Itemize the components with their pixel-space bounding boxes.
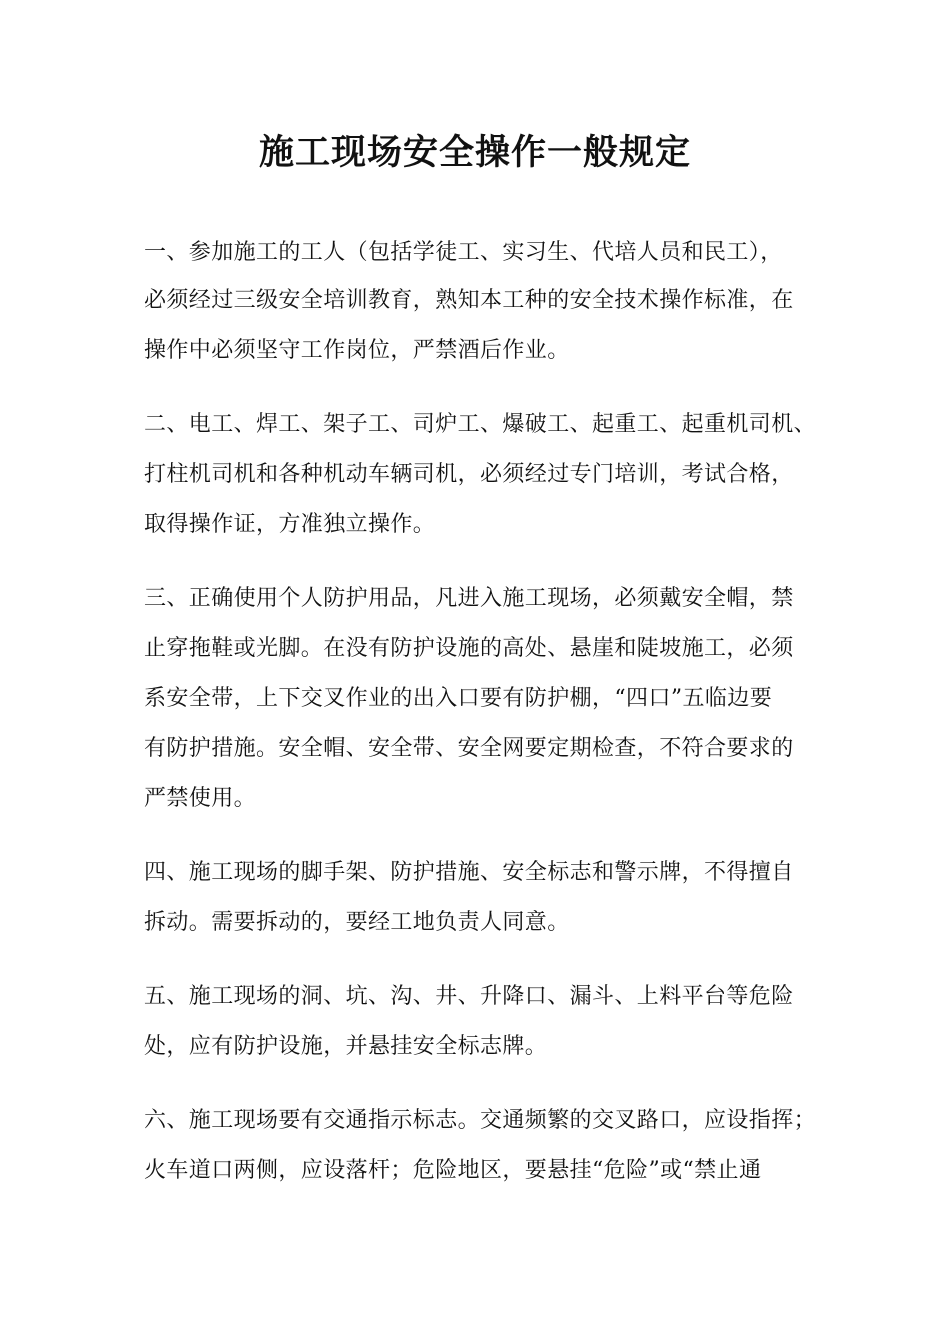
paragraph-line: 必须经过三级安全培训教育，熟知本工种的安全技术操作标准，在 <box>144 288 794 313</box>
document-title: 施工现场安全操作一般规定 <box>258 132 691 173</box>
paragraph-line: 取得操作证，方准独立操作。 <box>144 512 436 537</box>
paragraph-line: 处，应有防护设施，并悬挂安全标志牌。 <box>144 1034 548 1059</box>
paragraph-line: 止穿拖鞋或光脚。在没有防护设施的高处、悬崖和陡坡施工，必须 <box>144 636 794 661</box>
paragraph-line: 三、正确使用个人防护用品，凡进入施工现场，必须戴安全帽，禁 <box>144 586 794 611</box>
paragraph-line: 四、施工现场的脚手架、防护措施、安全标志和警示牌，不得擅自 <box>144 860 794 885</box>
paragraph-line: 二、电工、焊工、架子工、司炉工、爆破工、起重工、起重机司机、 <box>144 412 817 437</box>
paragraph-line: 系安全带，上下交叉作业的出入口要有防护棚，“四口”五临边要 <box>144 686 773 711</box>
paragraph-line: 严禁使用。 <box>144 786 257 811</box>
paragraph-line: 有防护措施。安全帽、安全带、安全网要定期检查，不符合要求的 <box>144 736 794 761</box>
paragraph-line: 打柱机司机和各种机动车辆司机，必须经过专门培训，考试合格， <box>144 462 794 487</box>
paragraph-line: 操作中必须坚守工作岗位，严禁酒后作业。 <box>144 338 570 363</box>
paragraph-line: 一、参加施工的工人（包括学徒工、实习生、代培人员和民工）， <box>144 240 783 265</box>
paragraph-line: 拆动。需要拆动的，要经工地负责人同意。 <box>144 910 570 935</box>
paragraph-line: 五、施工现场的洞、坑、沟、井、升降口、漏斗、上料平台等危险 <box>144 984 794 1009</box>
paragraph-line: 火车道口两侧，应设落杆；危险地区，要悬挂“危险”或“禁止通 <box>144 1158 762 1183</box>
paragraph-line: 六、施工现场要有交通指示标志。交通频繁的交叉路口，应设指挥； <box>144 1108 817 1133</box>
